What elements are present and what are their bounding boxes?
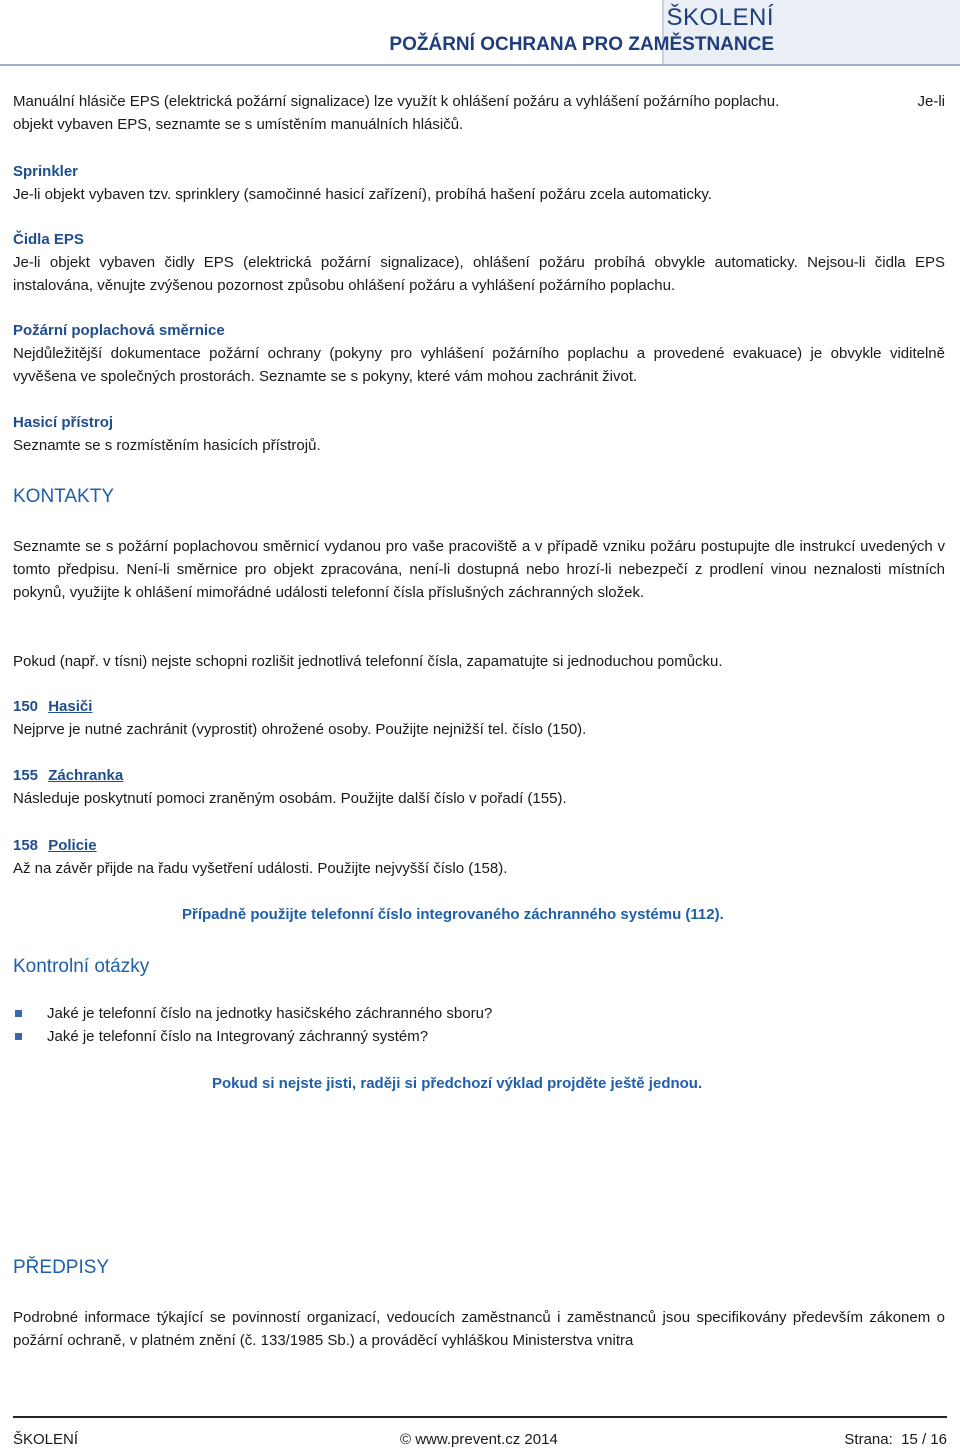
footer-divider xyxy=(13,1416,947,1418)
contact-item-policie xyxy=(13,834,945,880)
pristroj-text: Seznamte se s rozmístěním hasicích přístrojů. xyxy=(13,437,321,454)
kontakty-title: KONTAKTY xyxy=(13,486,114,507)
footer-page-number: Strana: 15 / 16 xyxy=(844,1431,947,1448)
header-divider xyxy=(0,64,960,66)
smernice-block xyxy=(13,319,945,388)
kontakty-paragraph-2: Pokud (např. v tísni) nejste schopni rozlišit jednotlivá telefonní čísla, zapamatujte si jednoduchou pomůcku. xyxy=(13,653,723,670)
contact-name: Policie xyxy=(48,837,97,854)
pristroj-heading: Hasicí přístroj xyxy=(13,414,114,431)
question-list xyxy=(13,1002,945,1048)
page-header xyxy=(389,0,960,64)
cidla-heading: Čidla EPS xyxy=(13,231,84,248)
sprinkler-heading: Sprinkler xyxy=(13,163,79,180)
contact-text: Nejprve je nutné zachránit (vyprostit) ohrožené osoby. Použijte nejnižší tel. číslo (150). xyxy=(13,721,587,738)
contact-number: 155 xyxy=(13,767,39,784)
intro-paragraph xyxy=(13,90,945,136)
cidla-block xyxy=(13,228,945,297)
intro-line-1: Manuální hlásiče EPS (elektrická požární signalizace) lze využít k ohlášení požáru a vyhlášení požárního poplachu. xyxy=(13,93,780,110)
contact-text: Až na závěr přijde na řadu vyšetření události. Použijte nejvyšší číslo (158). xyxy=(13,860,508,877)
ics-note: Případně použijte telefonní číslo integrovaného záchranného systému (112). xyxy=(182,906,724,923)
kontrolni-title: Kontrolní otázky xyxy=(13,956,150,977)
header-subtitle: POŽÁRNÍ OCHRANA PRO ZAMĚSTNANCE xyxy=(389,34,774,55)
footer-left: ŠKOLENÍ xyxy=(13,1431,79,1448)
smernice-text: Nejdůležitější dokumentace požární ochrany (pokyny pro vyhlášení požárního poplachu a provedené evakuace) je obvykle viditelně vyvěšena ve společných prostorách. Seznamte se s pokyny, které vám mohou zachránit život. xyxy=(13,345,945,385)
contact-number: 150 xyxy=(13,698,39,715)
kontakty-paragraph-1: Seznamte se s požární poplachovou směrnicí vydanou pro vaše pracoviště a v případě vzniku požáru postupujte dle instrukcí uvedených v tomto předpisu. Není-li směrnice pro objekt zpracována, není-li dostupná nebo hrozí-li nebezpečí z prodlení vinou neznalosti místních pokynů, využijte k ohlášení mimořádné události telefonní čísla příslušných záchranných složek. xyxy=(13,538,945,601)
contact-text: Následuje poskytnutí pomoci zraněným osobám. Použijte další číslo v pořadí (155). xyxy=(13,790,567,807)
smernice-heading: Požární poplachová směrnice xyxy=(13,322,225,339)
kontrolni-note: Pokud si nejste jisti, raději si předchozí výklad projděte ještě jednou. xyxy=(212,1075,703,1092)
intro-line-1-end: Je-li xyxy=(917,93,945,110)
list-item xyxy=(13,1025,945,1048)
contact-name: Záchranka xyxy=(48,767,124,784)
header-title: ŠKOLENÍ xyxy=(666,4,774,31)
bullet-square-icon xyxy=(15,1033,22,1040)
cidla-text: Je-li objekt vybaven čidly EPS (elektrická požární signalizace), ohlášení požáru probíhá obvykle automaticky. Nejsou-li čidla EPS instalována, věnujte zvýšenou pozornost způsobu ohlášení požáru a vyhlášení požárního poplachu. xyxy=(13,254,945,294)
question-text: Jaké je telefonní číslo na jednotky hasičského záchranného sboru? xyxy=(47,1005,493,1022)
predpisy-title: PŘEDPISY xyxy=(13,1257,110,1278)
contact-item-heading xyxy=(13,834,945,857)
contact-name: Hasiči xyxy=(48,698,93,715)
question-text: Jaké je telefonní číslo na Integrovaný záchranný systém? xyxy=(47,1028,429,1045)
contact-item-zachranka xyxy=(13,764,945,810)
contact-item-hasici xyxy=(13,695,945,741)
bullet-square-icon xyxy=(15,1010,22,1017)
predpisy-text: Podrobné informace týkající se povinností organizací, vedoucích zaměstnanců i zaměstnanců jsou specifikovány především zákonem o požární ochraně, v platném znění (č. 133/1985 Sb.) a prováděcí vyhláškou Ministerstva vnitra xyxy=(13,1309,945,1349)
intro-line-2: objekt vybaven EPS, seznamte se s umístěním manuálních hlásičů. xyxy=(13,116,464,133)
sprinkler-text: Je-li objekt vybaven tzv. sprinklery (samočinné hasicí zařízení), probíhá hašení požáru zcela automaticky. xyxy=(13,186,712,203)
contact-item-heading xyxy=(13,764,945,787)
list-item xyxy=(13,1002,945,1025)
footer-copyright: © www.prevent.cz 2014 xyxy=(400,1431,558,1448)
contact-number: 158 xyxy=(13,837,39,854)
contact-item-heading xyxy=(13,695,945,718)
pristroj-block xyxy=(13,411,945,457)
sprinkler-block xyxy=(13,160,945,206)
